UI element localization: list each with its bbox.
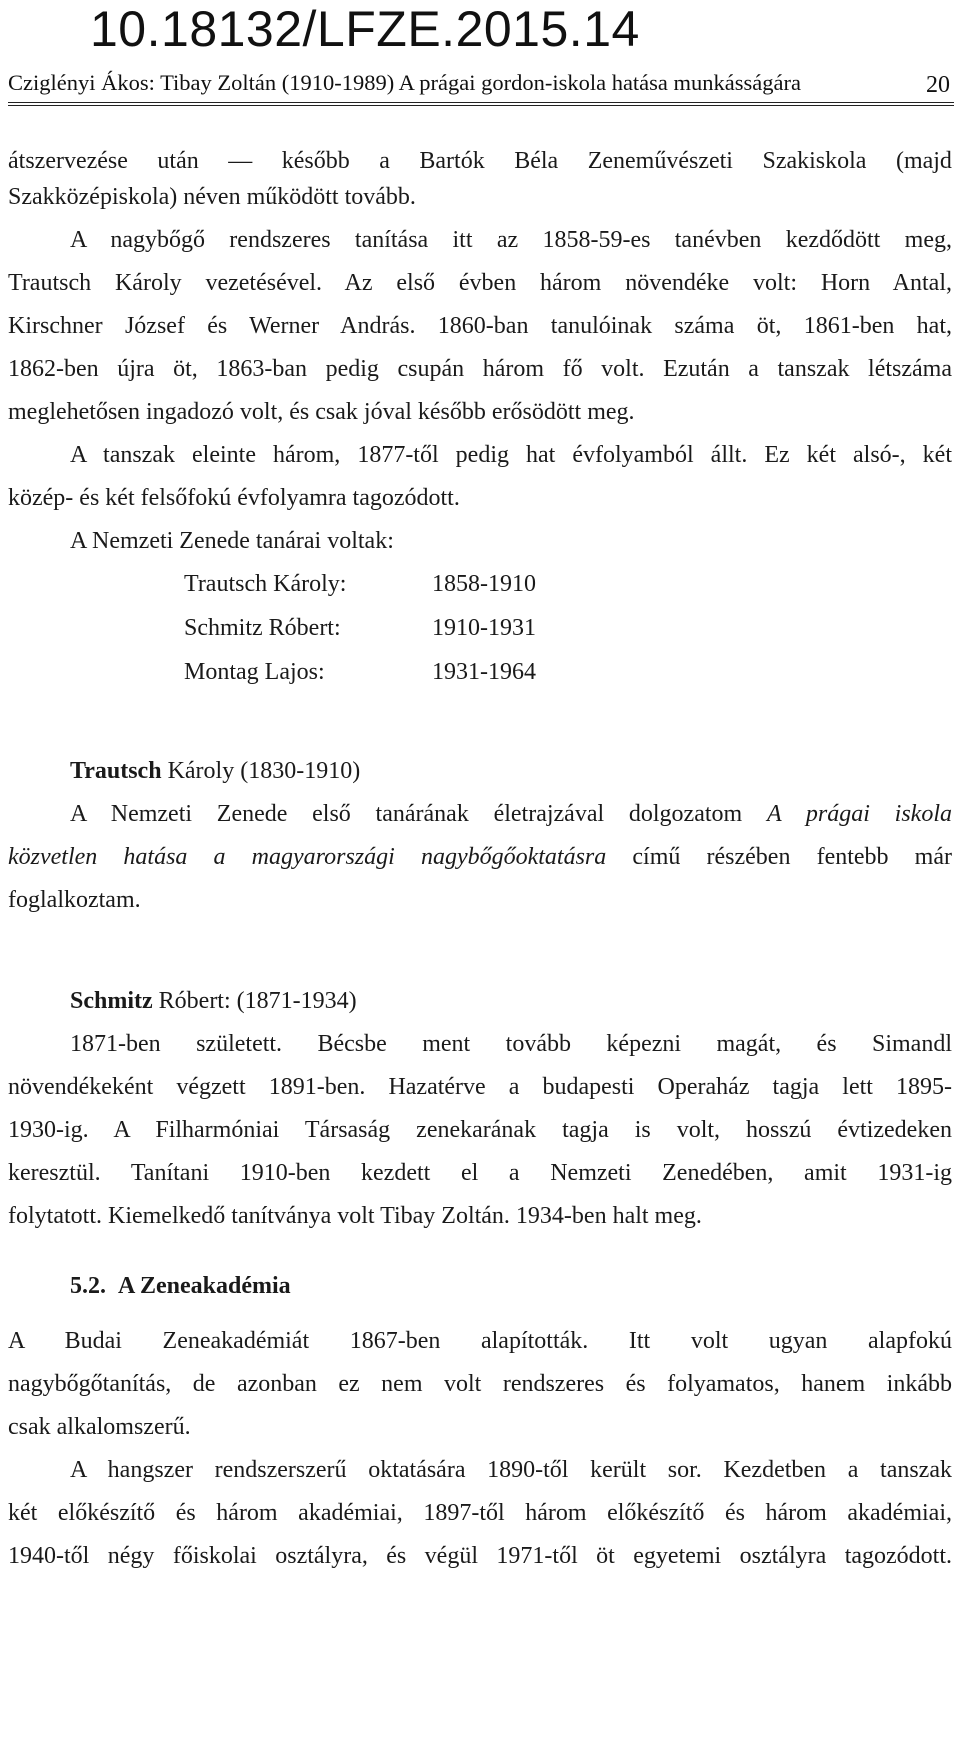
schmitz-line-4: keresztül. Tanítani 1910-ben kezdett el a Nemzeti Zenedében, amit 1931-ig [8, 1160, 952, 1186]
zeneakademia-line-4: A hangszer rendszerszerű oktatására 1890-től került sor. Kezdetben a tanszak [70, 1457, 952, 1483]
trautsch-line-1: A Nemzeti Zenede első tanárának életrajzával dolgozatom A prágai iskola [70, 801, 953, 827]
teacher-name: Schmitz Róbert: [184, 615, 341, 641]
intro-line-9: közép- és két felsőfokú évfolyamra tagozódott. [8, 485, 460, 511]
intro-line-6: 1862-ben újra öt, 1863-ban pedig csupán három fő volt. Ezután a tanszak létszáma [8, 356, 952, 382]
schmitz-line-3: 1930-ig. A Filharmóniai Társaság zenekarának tagja is volt, hosszú évtizedeken [8, 1117, 952, 1143]
teacher-years: 1910-1931 [432, 615, 536, 641]
teacher-name: Trautsch Károly: [184, 571, 347, 597]
schmitz-line-1: 1871-ben született. Bécsbe ment tovább képezni magát, és Simandl [70, 1031, 952, 1057]
page-number: 20 [926, 72, 950, 98]
schmitz-line-5: folytatott. Kiemelkedő tanítványa volt Tibay Zoltán. 1934-ben halt meg. [8, 1203, 702, 1229]
intro-line-3: A nagybőgő rendszeres tanítása itt az 1858-59-es tanévben kezdődött meg, [70, 227, 952, 253]
teacher-years: 1931-1964 [432, 659, 536, 685]
zeneakademia-line-2: nagybőgőtanítás, de azonban ez nem volt rendszeres és folyamatos, hanem inkább [8, 1371, 952, 1397]
trautsch-line-2: közvetlen hatása a magyarországi nagybőgőoktatásra című részében fentebb már [8, 844, 952, 870]
zeneakademia-line-6: 1940-től négy főiskolai osztályra, és végül 1971-től öt egyetemi osztályra tagozódott. [8, 1543, 952, 1569]
intro-line-1: átszervezése után — később a Bartók Béla Zeneművészeti Szakiskola (majd [8, 148, 952, 174]
intro-line-5: Kirschner József és Werner András. 1860-ban tanulóinak száma öt, 1861-ben hat, [8, 313, 952, 339]
section-heading: 5.2. A Zeneakadémia [70, 1273, 291, 1299]
teacher-name: Montag Lajos: [184, 659, 325, 685]
zeneakademia-line-1: A Budai Zeneakadémiát 1867-ben alapították. Itt volt ugyan alapfokú [8, 1328, 952, 1354]
schmitz-heading: Schmitz Róbert: (1871-1934) [70, 988, 357, 1014]
intro-line-8: A tanszak eleinte három, 1877-től pedig hat évfolyamból állt. Ez két alsó-, két [70, 442, 952, 468]
header-rule [8, 102, 954, 106]
zeneakademia-line-5: két előkészítő és három akadémiai, 1897-től három előkészítő és három akadémiai, [8, 1500, 952, 1526]
schmitz-line-2: növendékeként végzett 1891-ben. Hazatérve a budapesti Operaház tagja lett 1895- [8, 1074, 952, 1100]
running-title: Cziglényi Ákos: Tibay Zoltán (1910-1989) A prágai gordon-iskola hatása munkásságára [8, 70, 801, 95]
intro-line-4: Trautsch Károly vezetésével. Az első évben három növendéke volt: Horn Antal, [8, 270, 952, 296]
zeneakademia-line-3: csak alkalomszerű. [8, 1414, 191, 1440]
intro-line-2: Szakközépiskola) néven működött tovább. [8, 184, 416, 210]
trautsch-heading: Trautsch Károly (1830-1910) [70, 758, 361, 784]
teacher-years: 1858-1910 [432, 571, 536, 597]
intro-line-7: meglehetősen ingadozó volt, és csak jóval később erősödött meg. [8, 399, 635, 425]
doi-identifier: 10.18132/LFZE.2015.14 [90, 1, 640, 57]
teachers-intro: A Nemzeti Zenede tanárai voltak: [70, 528, 394, 554]
trautsch-line-3: foglalkoztam. [8, 887, 141, 913]
